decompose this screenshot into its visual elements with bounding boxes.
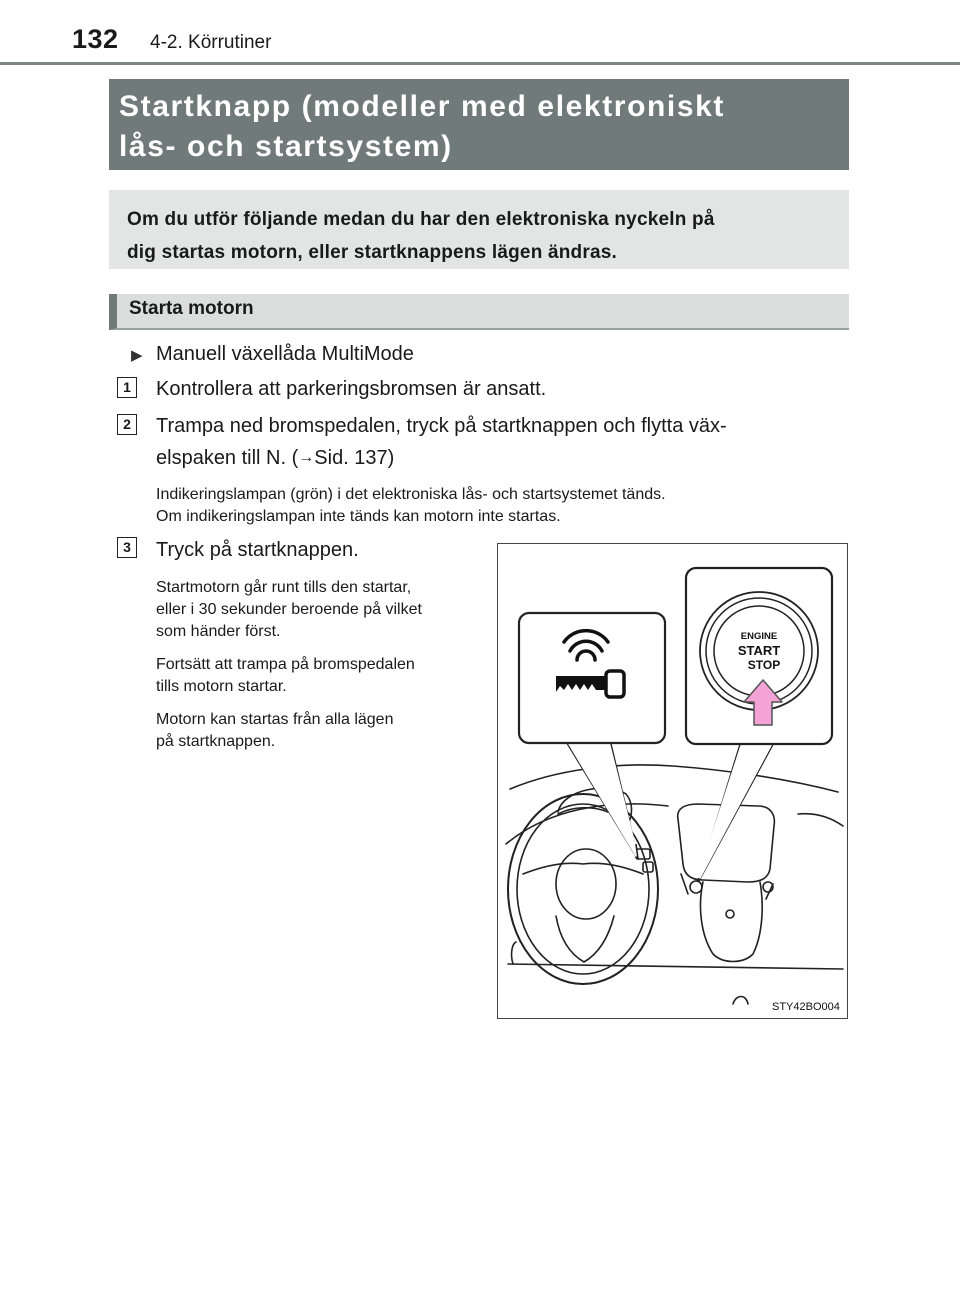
page-title (109, 79, 849, 170)
page-title-line-2: lås- och startsystem) (119, 130, 453, 163)
page-title-line-1: Startknapp (modeller med elektroniskt (119, 90, 726, 123)
intro-line-1: Om du utför följande medan du har den elektroniska nyckeln på (127, 209, 715, 230)
steering-wheel (508, 794, 658, 984)
page-reference-link[interactable]: Sid. 137) (314, 447, 395, 469)
page-number: 132 (72, 24, 119, 54)
step-3-note-3 (156, 709, 478, 753)
button-text-stop: STOP (747, 658, 781, 672)
step-2-line-2 (156, 442, 394, 474)
figure-code: STY42BO004 (772, 1001, 840, 1013)
bullet-icon: ▶ (131, 347, 143, 364)
step-3-note-1 (156, 577, 478, 643)
figure (497, 543, 848, 1019)
bullet-text: Manuell växellåda MultiMode (156, 343, 414, 365)
intro-box (109, 190, 849, 269)
step-2-note-line-1: Indikeringslampan (grön) i det elektroniska lås- och startsystemet tänds. (156, 486, 666, 503)
step-1-text: Kontrollera att parkeringsbromsen är ansatt. (156, 378, 547, 400)
step-3-note-2-line-2: tills motorn startar. (156, 678, 287, 695)
step-3-note-3-line-2: på startknappen. (156, 733, 276, 750)
sub-heading: Starta motorn (109, 294, 849, 330)
step-3-note-2-line-1: Fortsätt att trampa på bromspedalen (156, 656, 415, 673)
step-3-note-1-line-3: som händer först. (156, 623, 281, 640)
step-number-3: 3 (117, 537, 137, 558)
step-number-2: 2 (117, 414, 137, 435)
figure-illustration (498, 544, 846, 1017)
reference-arrow-icon: → (298, 449, 315, 466)
step-3-note-1-line-1: Startmotorn går runt tills den startar, (156, 579, 412, 596)
step-2-note-line-2: Om indikeringslampan inte tänds kan motorn inte startas. (156, 508, 561, 525)
button-text-engine: ENGINE (740, 631, 778, 642)
step-2-line-1: Trampa ned bromspedalen, tryck på startknappen och flytta väx- (156, 415, 727, 437)
step-number-1: 1 (117, 377, 137, 398)
step-3-note-1-line-2: eller i 30 sekunder beroende på vilket (156, 601, 422, 618)
step-2-line-2-prefix: elspaken till N. ( (156, 447, 299, 469)
step-3-text: Tryck på startknappen. (156, 539, 359, 561)
step-3-note-2 (156, 654, 478, 698)
section-label: 4-2. Körrutiner (150, 32, 272, 53)
button-text-start: START (737, 643, 781, 658)
step-3-note-3-line-1: Motorn kan startas från alla lägen (156, 711, 394, 728)
smart-key-indicator-icon (519, 613, 665, 743)
header-rule (0, 62, 960, 65)
intro-line-2: dig startas motorn, eller startknappens lägen ändras. (127, 242, 617, 263)
